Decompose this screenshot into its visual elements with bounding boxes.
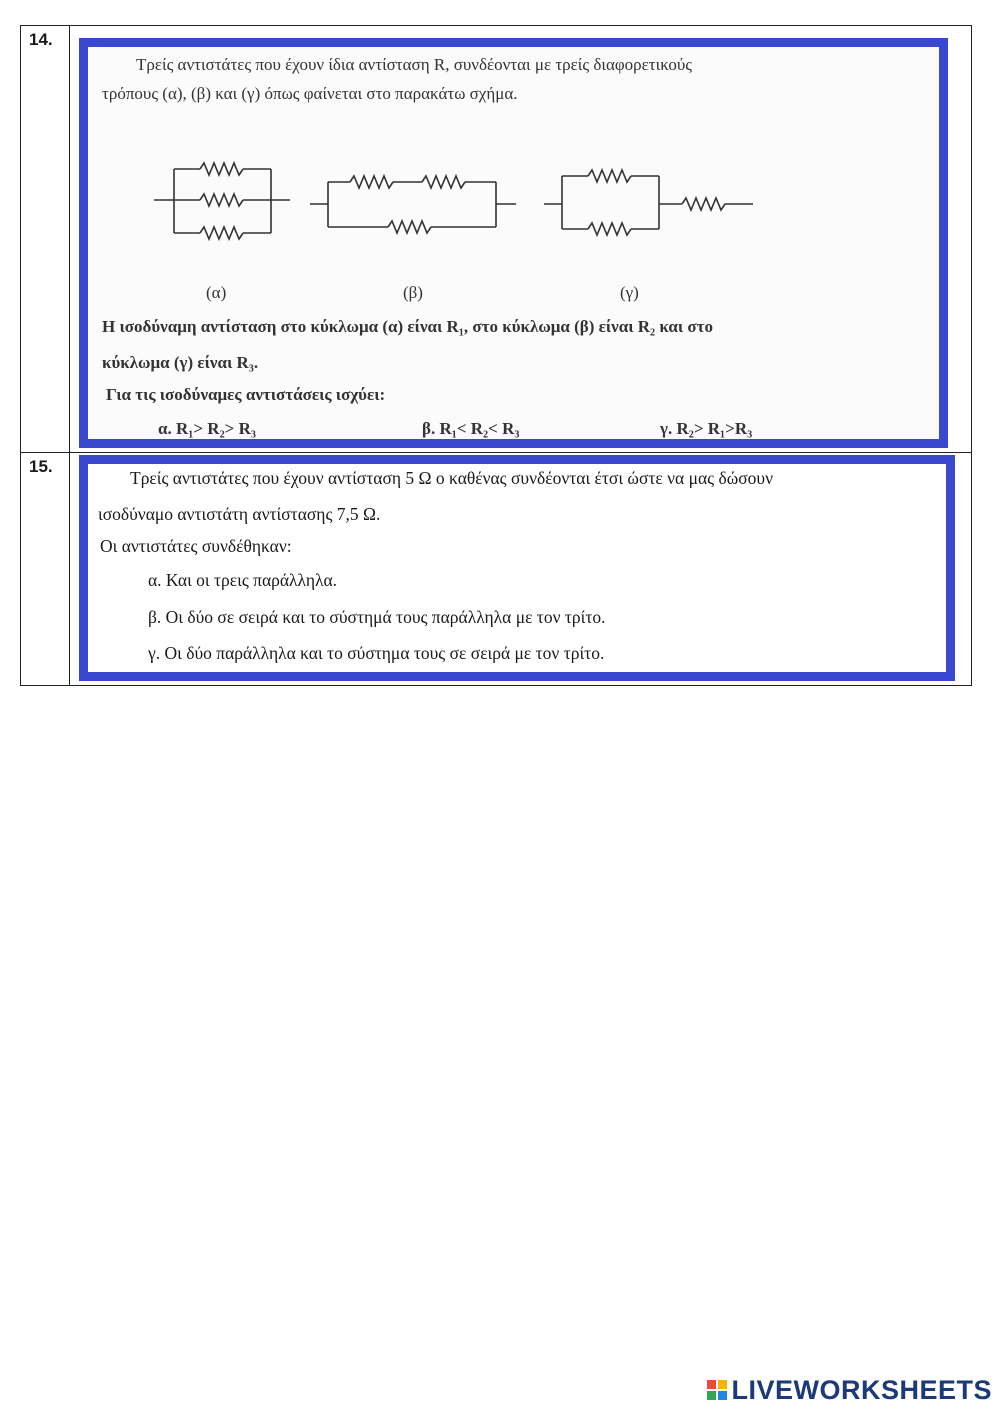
option-c[interactable]: γ. R₂> R₁>R₃ (660, 419, 753, 438)
worksheet-table (20, 25, 972, 686)
figure-label-b: (β) (403, 283, 423, 302)
logo-wordmark: LIVEWORKSHEETS (731, 1374, 992, 1405)
option-c[interactable]: γ. Οι δύο παράλληλα και το σύστημα τους σε σειρά με τον τρίτο. (148, 643, 605, 663)
question-prompt: Για τις ισοδύναμες αντιστάσεις ισχύει: (106, 385, 386, 404)
question-number-cell (21, 26, 70, 453)
equivalent-line1: Η ισοδύναμη αντίσταση στο κύκλωμα (α) είναι R₁, στο κύκλωμα (β) είναι R₂ και στο (102, 317, 713, 336)
option-b[interactable]: β. Οι δύο σε σειρά και το σύστημά τους παράλληλα με τον τρίτο. (148, 607, 606, 627)
equivalent-line2: κύκλωμα (γ) είναι R₃. (102, 353, 259, 372)
question-content-cell (70, 453, 972, 686)
question-prompt: Οι αντιστάτες συνδέθηκαν: (100, 536, 292, 556)
question-row-14 (21, 26, 972, 453)
question-intro-line1: Τρείς αντιστάτες που έχουν ίδια αντίσταση R, συνδέονται με τρείς διαφορετικούς (136, 55, 693, 74)
question-14-box (79, 38, 948, 448)
question-intro-line2: τρόπους (α), (β) και (γ) όπως φαίνεται στο παρακάτω σχήμα. (102, 84, 518, 103)
option-b[interactable]: β. R₁< R₂< R₃ (422, 419, 520, 438)
circuit-b-series-parallel (310, 176, 516, 233)
question-intro-line1: Τρείς αντιστάτες που έχουν αντίσταση 5 Ω ο καθένας συνδέονται έτσι ώστε να μας δώσουν (130, 468, 773, 488)
option-a[interactable]: α. Και οι τρεις παράλληλα. (148, 570, 338, 590)
question-number-cell (21, 453, 70, 686)
figure-label-c: (γ) (620, 283, 639, 302)
circuit-c-parallel-series (544, 170, 753, 235)
question-15-box (79, 455, 955, 681)
question-number: 14. (29, 30, 53, 49)
figure-label-a: (α) (206, 283, 227, 302)
question-row-15 (21, 453, 972, 686)
option-a[interactable]: α. R₁> R₂> R₃ (158, 419, 256, 438)
logo-icon (707, 1380, 727, 1400)
question-intro-line2: ισοδύναμο αντιστάτη αντίστασης 7,5 Ω. (98, 504, 381, 524)
circuit-a-parallel (154, 163, 290, 239)
liveworksheets-logo (707, 1373, 992, 1407)
question-content-cell (70, 26, 972, 453)
question-number: 15. (29, 457, 53, 476)
circuit-diagrams (88, 109, 888, 309)
